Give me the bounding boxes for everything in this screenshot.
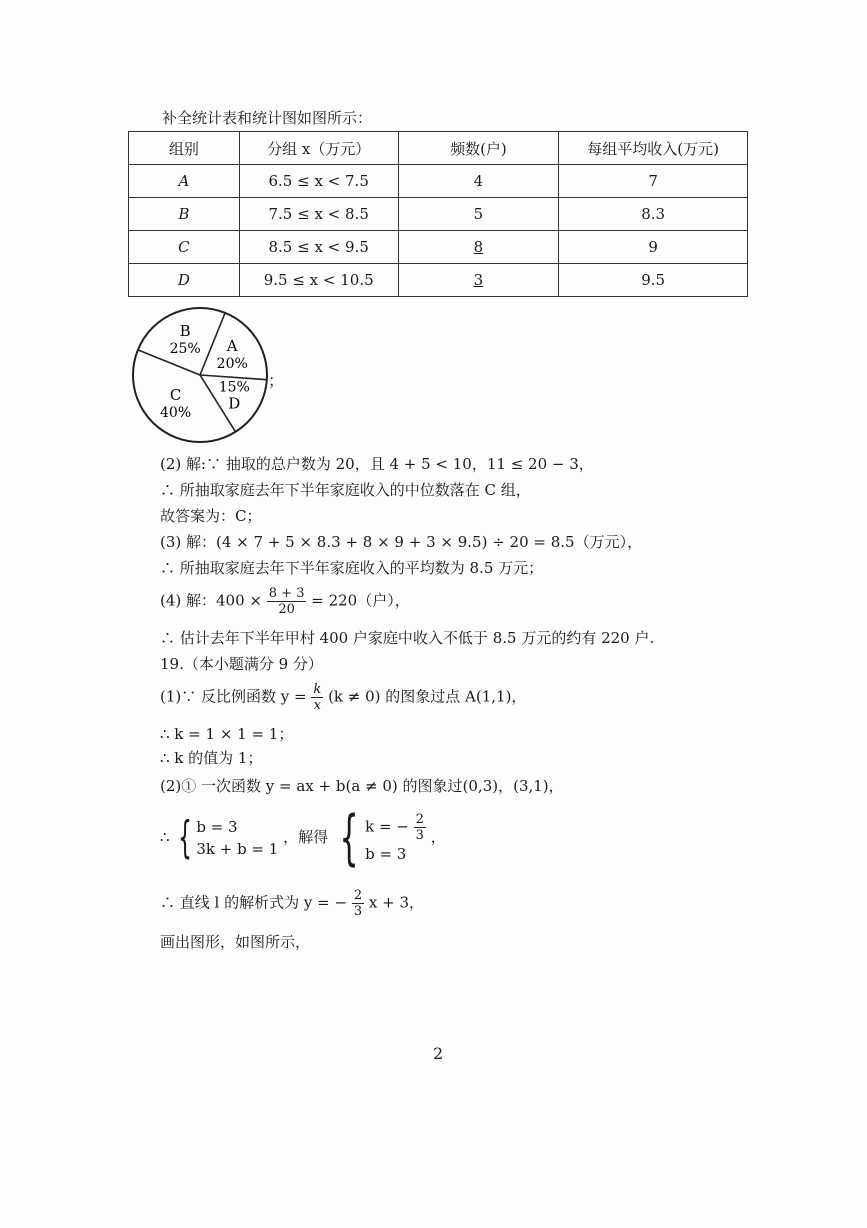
pie-chart (130, 305, 270, 445)
q19-line6 (160, 888, 424, 919)
fraction (414, 812, 426, 843)
fraction-denominator: 20 (278, 602, 295, 617)
fraction (311, 682, 323, 713)
cell-average: 7 (559, 165, 748, 198)
fraction-denominator: 3 (353, 904, 363, 919)
equation-system-1 (174, 812, 279, 863)
system2-eq1-prefix: k = − (365, 817, 409, 835)
filled-answer: 8 (473, 238, 484, 256)
pie-suffix: ； (268, 371, 285, 390)
part4-suffix: = 220（户）， (311, 591, 410, 610)
table-row (129, 264, 748, 297)
fraction-numerator: 2 (353, 888, 363, 903)
part4-line2: ∴ 估计去年下半年甲村 400 户家庭中收入不低于 8.5 万元的约有 220 户. (160, 629, 655, 647)
q19-line7: 画出图形，如图所示， (160, 933, 311, 951)
cell-average: 8.3 (559, 198, 748, 231)
header-range: 分组 x（万元） (239, 132, 398, 165)
pie-label-a: A (226, 336, 238, 355)
fraction-denominator: x (313, 698, 321, 713)
header-frequency: 频数(户) (398, 132, 559, 165)
q19-l6-suffix: x + 3， (368, 893, 424, 912)
cell-frequency (398, 264, 559, 297)
brace-icon: { (339, 803, 359, 873)
fraction (267, 586, 307, 617)
table-header-row (129, 132, 748, 165)
system2-eq2: b = 3 (365, 844, 407, 863)
q19-line3: ∴ k 的值为 1； (160, 749, 263, 767)
statistics-table (128, 131, 748, 297)
table-row (129, 165, 748, 198)
pie-percent-c: 40% (160, 405, 192, 422)
system1-eq2: 3k + b = 1 (196, 840, 279, 858)
system1-eq1: b = 3 (196, 818, 238, 836)
cell-range: 8.5 ≤ x < 9.5 (239, 231, 398, 264)
q19-l1-suffix: (k ≠ 0) 的图象过点 A(1,1)， (328, 687, 527, 706)
header-average: 每组平均收入(万元) (559, 132, 748, 165)
cell-range: 6.5 ≤ x < 7.5 (239, 165, 398, 198)
fraction-numerator: k (313, 682, 322, 697)
cell-range: 9.5 ≤ x < 10.5 (239, 264, 398, 297)
q19-line1 (160, 682, 526, 713)
fraction-numerator: 2 (415, 811, 424, 827)
pie-label-c: C (169, 386, 182, 405)
cell-range: 7.5 ≤ x < 8.5 (239, 198, 398, 231)
q19-l1-prefix: (1)∵ 反比例函数 y = (160, 687, 307, 706)
brace-icon: { (178, 812, 193, 863)
pie-percent-a: 20% (216, 355, 248, 372)
cell-group: D (129, 264, 240, 297)
q19-line2: ∴ k = 1 × 1 = 1； (160, 725, 294, 743)
cell-frequency: 4 (398, 165, 559, 198)
pie-percent-b: 25% (169, 341, 201, 358)
fraction-numerator: 8 + 3 (268, 586, 305, 601)
q19-l6-prefix: ∴ 直线 l 的解析式为 y = − (160, 893, 348, 912)
part3-line2: ∴ 所抽取家庭去年下半年家庭收入的平均数为 8.5 万元； (160, 559, 544, 577)
question-19-title: 19.（本小题满分 9 分） (160, 655, 323, 673)
pie-slices (133, 308, 267, 442)
q19-line4: (2)① 一次函数 y = ax + b(a ≠ 0) 的图象过(0,3)，(3,1)， (160, 777, 564, 795)
part2-line2: ∴ 所抽取家庭去年下半年家庭收入的中位数落在 C 组， (160, 481, 531, 499)
pie-label-b: B (179, 322, 191, 341)
intro-text: 补全统计表和统计图如图所示： (162, 109, 373, 127)
cell-average: 9 (559, 231, 748, 264)
sys-mid: ，解得 (283, 828, 329, 846)
part2-line3: 故答案为：C； (160, 507, 262, 525)
cell-group: A (129, 165, 240, 198)
cell-group: C (129, 231, 240, 264)
page-number: 2 (433, 1044, 444, 1063)
part4-prefix: (4) 解：400 × (160, 591, 262, 610)
sys-suffix: ， (430, 828, 446, 846)
cell-frequency (398, 231, 559, 264)
cell-average: 9.5 (559, 264, 748, 297)
pie-label-d: D (228, 394, 241, 413)
header-group: 组别 (129, 132, 240, 165)
pie-percent-d: 15% (218, 379, 250, 396)
table-row (129, 231, 748, 264)
table-row (129, 198, 748, 231)
equation-system-2 (333, 803, 426, 873)
part3-line1: (3) 解：(4 × 7 + 5 × 8.3 + 8 × 9 + 3 × 9.5) ÷ 20 = 8.5（万元）， (160, 533, 643, 551)
equation-system-line (160, 803, 446, 873)
part2-line1: (2) 解:∵ 抽取的总户数为 20，且 4 + 5 < 10，11 ≤ 20 − 3， (160, 455, 594, 473)
filled-answer: 3 (473, 271, 484, 289)
sys-prefix: ∴ (160, 828, 170, 846)
cell-group: B (129, 198, 240, 231)
cell-frequency: 5 (398, 198, 559, 231)
fraction-denominator: 3 (415, 827, 424, 843)
fraction (352, 888, 364, 919)
part4-line1 (160, 586, 410, 617)
